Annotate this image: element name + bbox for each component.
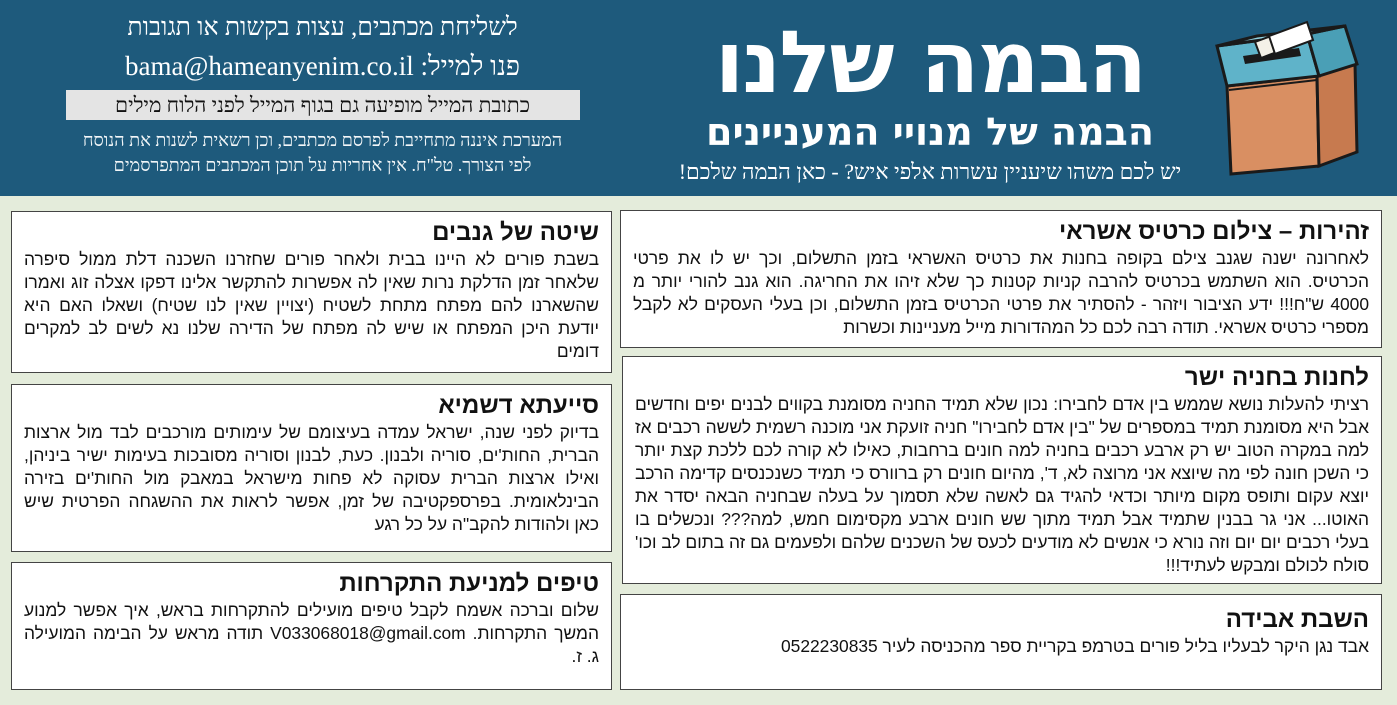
mailbox-icon <box>1207 16 1367 176</box>
article-parking <box>622 356 1382 584</box>
article-title: לחנות בחניה ישר <box>1184 364 1369 391</box>
article-body: רציתי להעלות נושא שממש בין אדם לחבירו: נכון שלא תמיד החניה מסומנת בקווים לבנים יפים וחדשים אבל היא מסומנת תמיד במספרים של "בין אדם לחבירו" חניה זועקת אני מוכנה רשמית לששה רכבים אז למה במקרה הטוב יש רק ארבע רכבים בחניה למה חונים ברחבות, כאילו לא קורה לכם ללכת קצת יותר כי השכן חונה לפי מה שיוצא אני מרוצה לא, ד', מהיום חונים רק ברוורס כי תמיד כשנכנסים קדימה הרכב יוצא עקום ותופס מקום מיותר וכדאי להגיד גם לאשה שלא תסמוך על בעלה שבחניה הבאה יסדר את האוטו... אני גר בבנין שתמיד אבל תמיד מתוך שש חונים ארבע מקסימום חמש, למה??? ונכשלים בו בעלי רכבים יום יום וזה נורא כי אנשים לא מודעים לכעס של השכנים שלהם ולפעמים גם זה בתום לב וכו' סולח לכולם ומבקש לעתיד!!! <box>635 394 1369 575</box>
email-note: כתובת המייל מופיעה גם בגוף המייל לפני הלוח מילים <box>66 90 580 120</box>
article-body: בשבת פורים לא היינו בבית ולאחר פורים שחזרנו השכנה דלת ממול סיפרה שלאחר זמן הדלקת נרות שאין לה אפשרות להתקשר אלינו דפקו אצלה זוג ואמרו שהשארנו להם מפתח מתחת לשטיח (יצויין שאין לנו שטיח) ושאלו האם היא יודעת היכן המפתח או שיש לה מפתח של הדירה שלנו נא לשים לב למקרים דומים <box>24 249 599 361</box>
article-body: בדיוק לפני שנה, ישראל עמדה בעיצומם של עימותים מורכבים לבד מול ארצות הברית, החות'ים, סוריה ולבנון. כעת, לבנון וסוריה מסובכות בעימות ישיר ביניהן, ואילו ארצות הברית עסוקה לא פחות מישראל במאבק מול החות'ים בזירה הבינלאומית. בפרספקטיבה של זמן, אפשר לראות את ההשגחה הפרטית שיש כאן ולהודות להקב"ה על כל רגע <box>24 422 599 534</box>
article-title: שיטה של גנבים <box>432 219 599 246</box>
email-line[interactable]: פנו למייל: bama@hameanyenim.co.il <box>124 51 521 81</box>
page-title: הבמה שלנו <box>714 13 1146 113</box>
article-title: סייעתא דשמיא <box>438 392 599 419</box>
article-thieves <box>11 211 612 373</box>
article-title: השבת אבידה <box>1225 606 1369 633</box>
masthead <box>650 13 1210 186</box>
article-body: אבד נגן היקר לבעליו בליל פורים בטרמפ בקריית ספר מהכניסה לעיר 0522230835 <box>781 636 1369 656</box>
contact-info <box>20 12 625 178</box>
article-body: לאחרונה ישנה שגנב צילם בקופה בחנות את כרטיס האשראי בזמן התשלום, וכך יש לו את פרטי הכרטיס. הוא השתמש בכרטיס להרבה קניות קטנות כך שלא זיהו את החריגה. הוא גנב להורי יותר מ 4000 ש"ח!!! ידע הציבור ויזהר - להסתיר את פרטי הכרטיס בזמן התשלום, וכן בעלי העסקים לא לקבל מספרי כרטיס אשראי. תודה רבה לכם כל המהדורות מייל מעניינות וכשרות <box>633 248 1369 337</box>
article-title: זהירות – צילום כרטיס אשראי <box>1059 218 1369 245</box>
header-banner <box>0 0 1397 196</box>
article-divine-help <box>11 384 612 552</box>
article-calcification <box>11 562 612 690</box>
disclaimer-line-1: המערכת איננה מתחייבת לפרסם מכתבים, וכן רשאית לשנות את הנוסח <box>82 130 563 150</box>
page-subtitle: הבמה של מנויי המעניינים <box>706 110 1154 154</box>
send-line: לשליחת מכתבים, עצות בקשות או תגובות <box>127 14 518 41</box>
article-title: טיפים למניעת התקרחות <box>339 570 599 597</box>
article-credit-card <box>620 210 1382 348</box>
disclaimer-line-2: לפי הצורך. טל"ח. אין אחריות על תוכן המכתבים המתפרסמים <box>113 155 532 175</box>
article-lost-item <box>620 594 1382 690</box>
tagline: יש לכם משהו שיעניין עשרות אלפי איש? - כאן הבמה שלכם! <box>678 159 1182 184</box>
article-body: שלום וברכה אשמח לקבל טיפים מועילים להתקרחות בראש, איך אפשר למנוע המשך התקרחות. V033068018@gmail.com תודה מראש על הבימה המועילה ג. ז. <box>24 600 599 666</box>
disclaimer <box>20 128 625 178</box>
